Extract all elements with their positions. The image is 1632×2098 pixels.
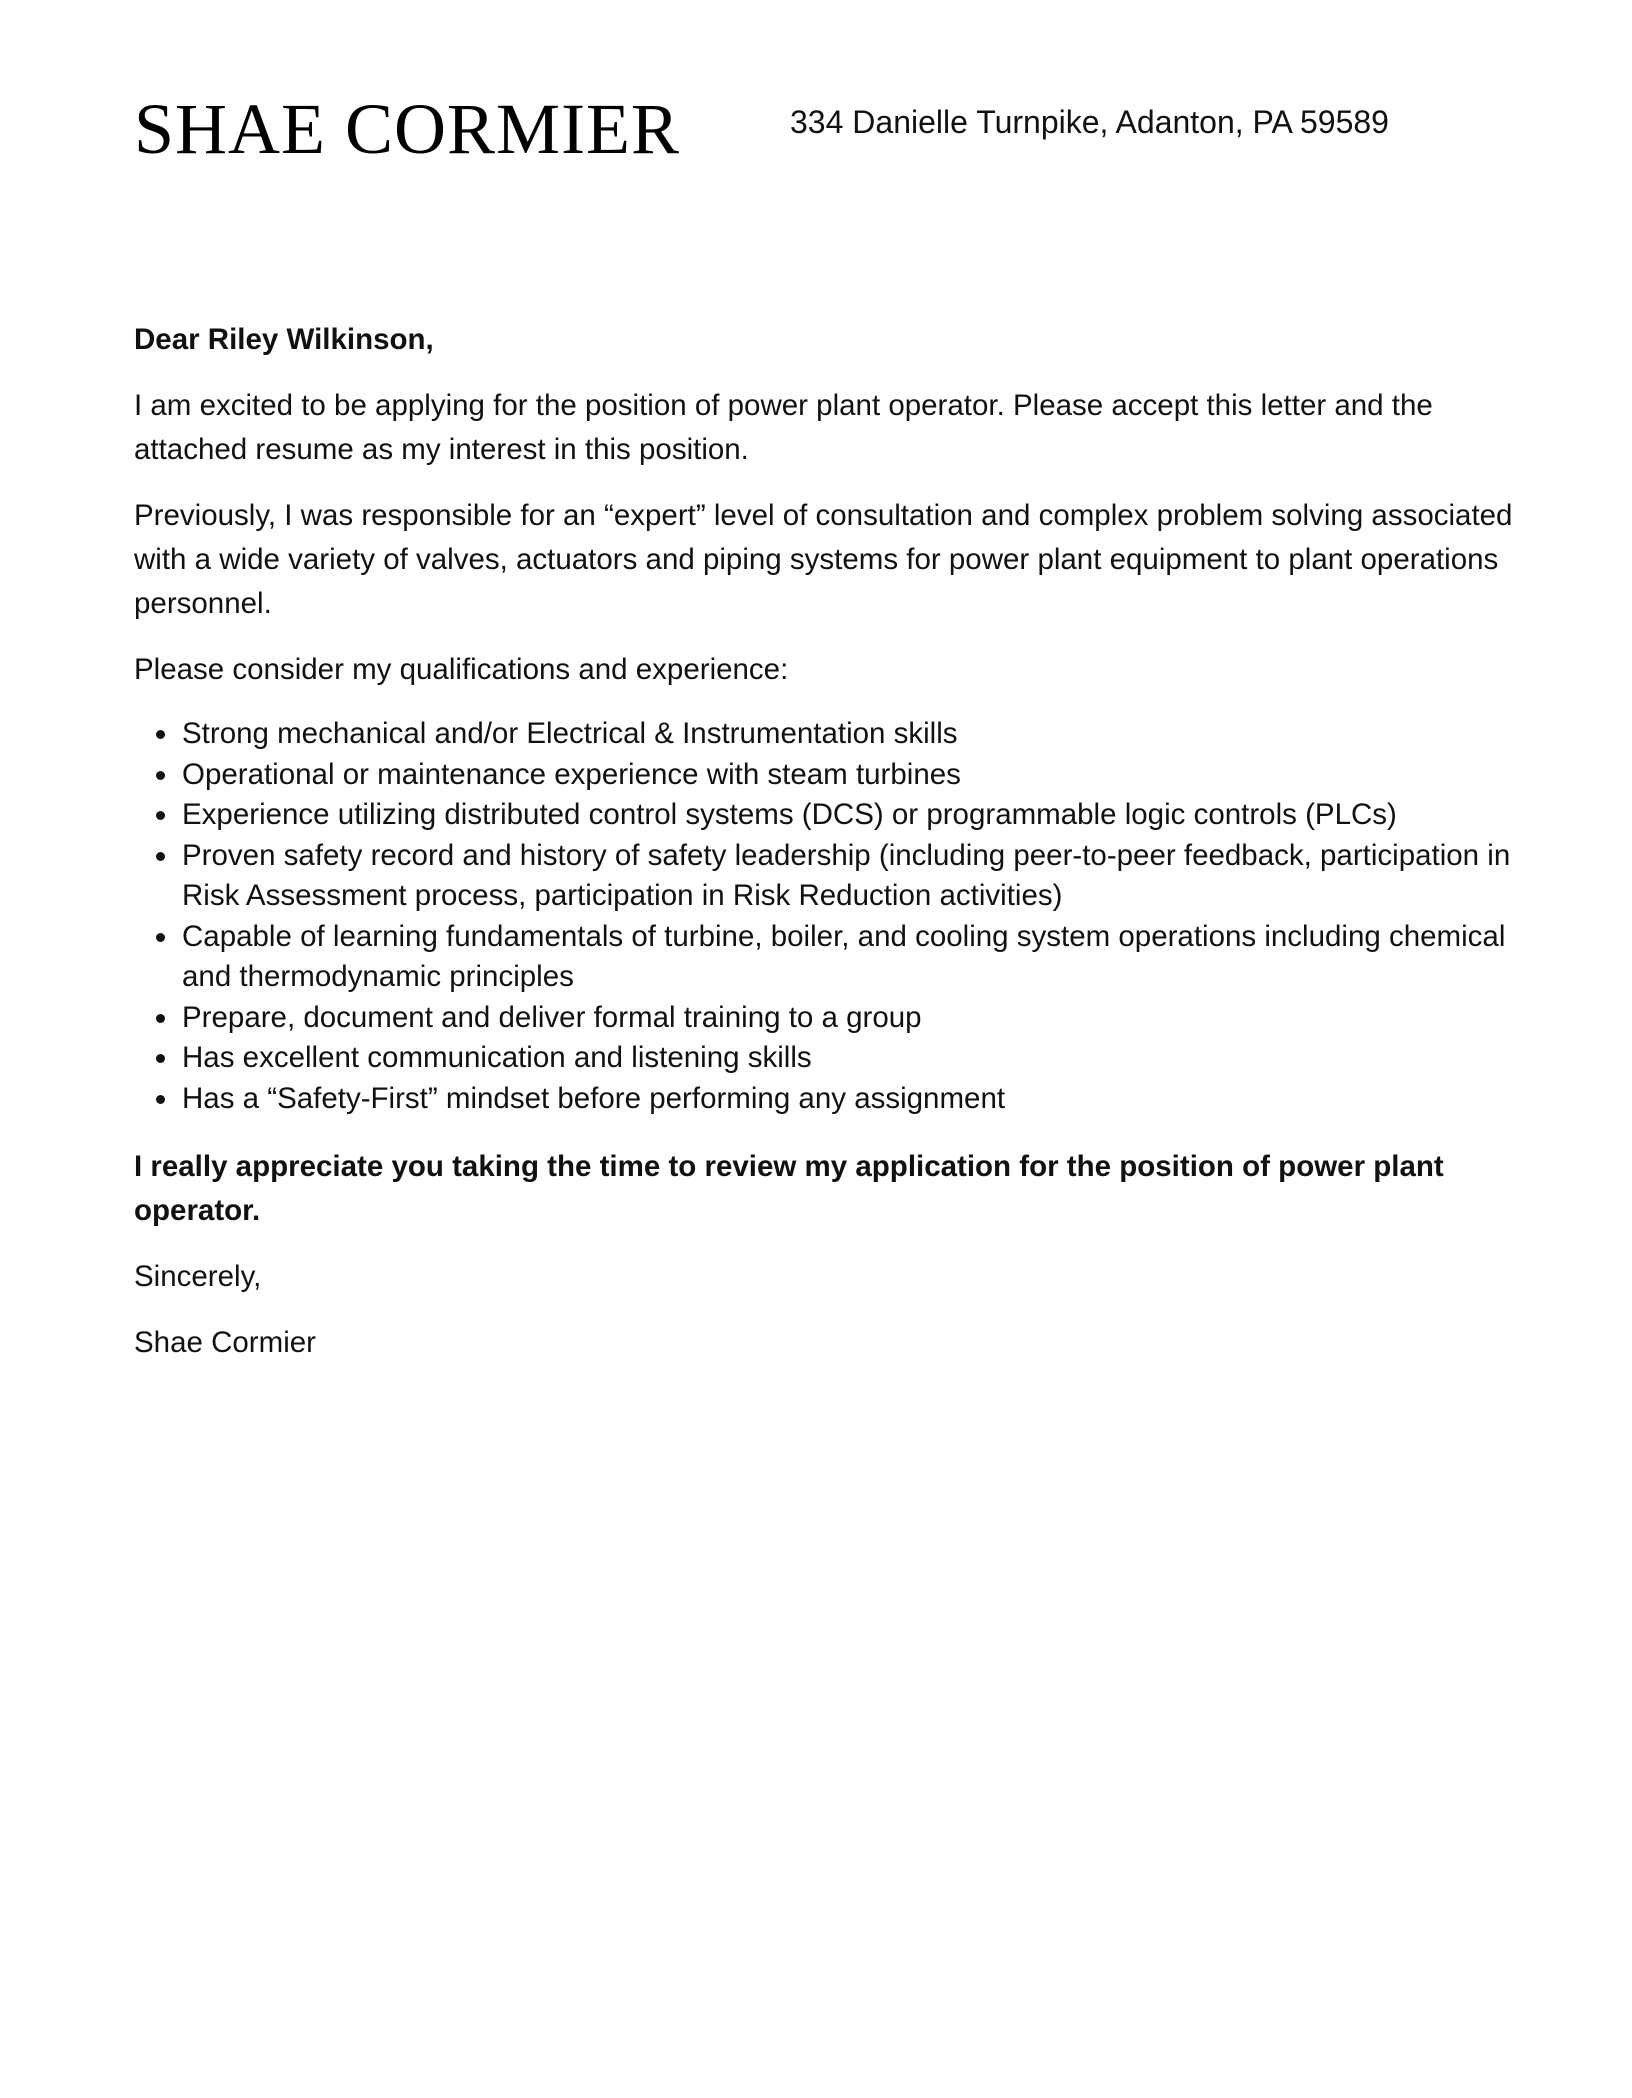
intro-paragraph: I am excited to be applying for the position of power plant operator. Please accept this letter and the attached resume as my interest in this position. [134, 389, 1433, 466]
qualification-text: Has excellent communication and listening skills [182, 1041, 812, 1074]
bullet-icon [156, 1095, 165, 1104]
qualification-text: Proven safety record and history of safety leadership (including peer-to-peer feedback, participation in Risk Assessment process, participation in Risk Reduction activities) [182, 838, 1511, 912]
list-item [182, 1079, 1514, 1120]
list-item [182, 1038, 1514, 1079]
qualification-text: Experience utilizing distributed control systems (DCS) or programmable logic controls (PLCs) [182, 798, 1397, 831]
signoff: Sincerely, [134, 1260, 262, 1293]
experience-paragraph: Previously, I was responsible for an “expert” level of consultation and complex problem solving associated with a wide variety of valves, actuators and piping systems for power plant equipment to plant operations personnel. [134, 499, 1513, 620]
qualification-text: Strong mechanical and/or Electrical & Instrumentation skills [182, 717, 958, 750]
bullet-icon [156, 1014, 165, 1023]
qualification-text: Prepare, document and deliver formal training to a group [182, 1000, 922, 1034]
qualification-text: Has a “Safety-First” mindset before performing any assignment [182, 1081, 1006, 1115]
closing-statement: I really appreciate you taking the time to review my application for the position of power plant operator. [134, 1150, 1444, 1227]
applicant-name: SHAE CORMIER [134, 89, 681, 169]
qualifications-list [134, 714, 1514, 1119]
letter-header [134, 86, 1494, 176]
salutation: Dear Riley Wilkinson, [134, 323, 434, 356]
bullet-icon [156, 771, 165, 780]
signature-name: Shae Cormier [134, 1326, 316, 1359]
bullet-icon [156, 852, 165, 861]
qualification-text: Operational or maintenance experience with steam turbines [182, 757, 961, 791]
letter-body [134, 318, 1514, 1387]
list-item [182, 917, 1514, 998]
bullet-icon [156, 811, 165, 820]
bullet-icon [156, 730, 165, 739]
applicant-address: 334 Danielle Turnpike, Adanton, PA 59589 [790, 104, 1389, 140]
qualifications-intro: Please consider my qualifications and experience: [134, 653, 789, 686]
list-item [182, 998, 1514, 1039]
list-item [182, 714, 1514, 755]
list-item [182, 836, 1514, 917]
qualification-text: Capable of learning fundamentals of turbine, boiler, and cooling system operations including chemical and thermodynamic principles [182, 919, 1506, 993]
list-item [182, 795, 1514, 836]
bullet-icon [156, 933, 165, 942]
list-item [182, 755, 1514, 796]
bullet-icon [156, 1054, 165, 1063]
